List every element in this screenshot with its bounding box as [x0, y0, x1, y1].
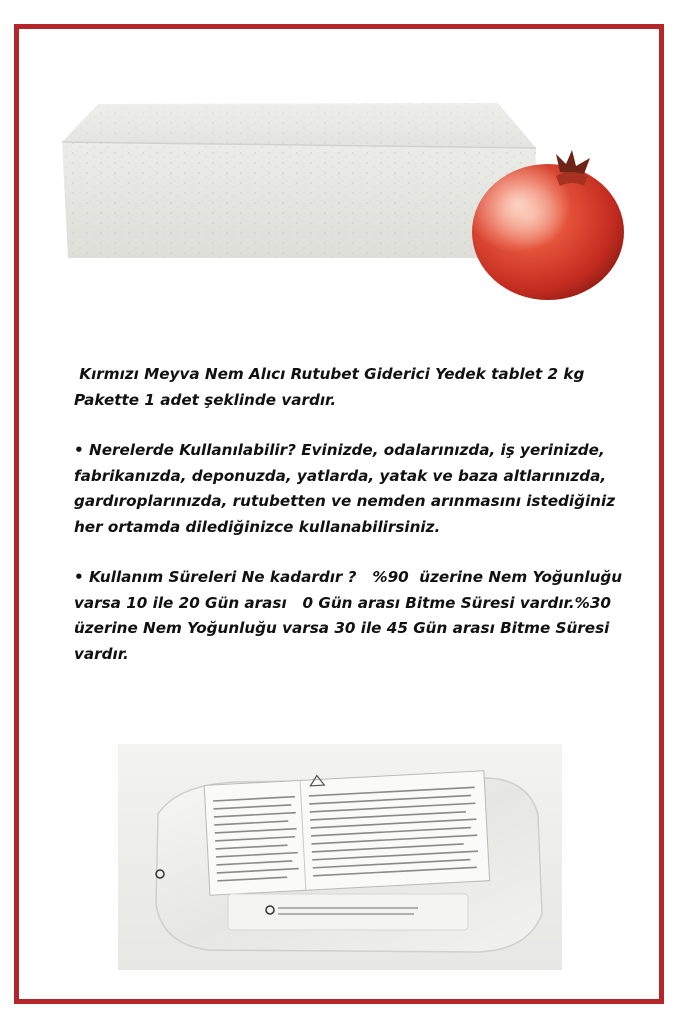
- description-duration: • Kullanım Süreleri Ne kadardır ? %90 üzerine Nem Yoğunluğu varsa 10 ile 20 Gün arası 0 Gün arası Bitme Süresi vardır.%30 üzerine Nem Yoğunluğu varsa 30 ile 45 Gün arası Bitme Süresi vardır.: [74, 568, 628, 663]
- description-intro: Kırmızı Meyva Nem Alıcı Rutubet Giderici Yedek tablet 2 kg Pakette 1 adet şeklinde vardır.: [74, 365, 590, 409]
- product-description: [74, 362, 634, 692]
- product-photo: [0, 0, 682, 320]
- description-usage: • Nerelerde Kullanılabilir? Evinizde, odalarınızda, iş yerinizde, fabrikanızda, deponuzda, yatlarda, yatak ve baza altlarınızda, gardıroplarınızda, rutubetten ve nemden arınmasını istediğiniz her ortamda dilediğinizce kullanabilirsiniz.: [74, 441, 621, 536]
- tablet-block: [62, 103, 536, 258]
- package-photo: [118, 744, 562, 970]
